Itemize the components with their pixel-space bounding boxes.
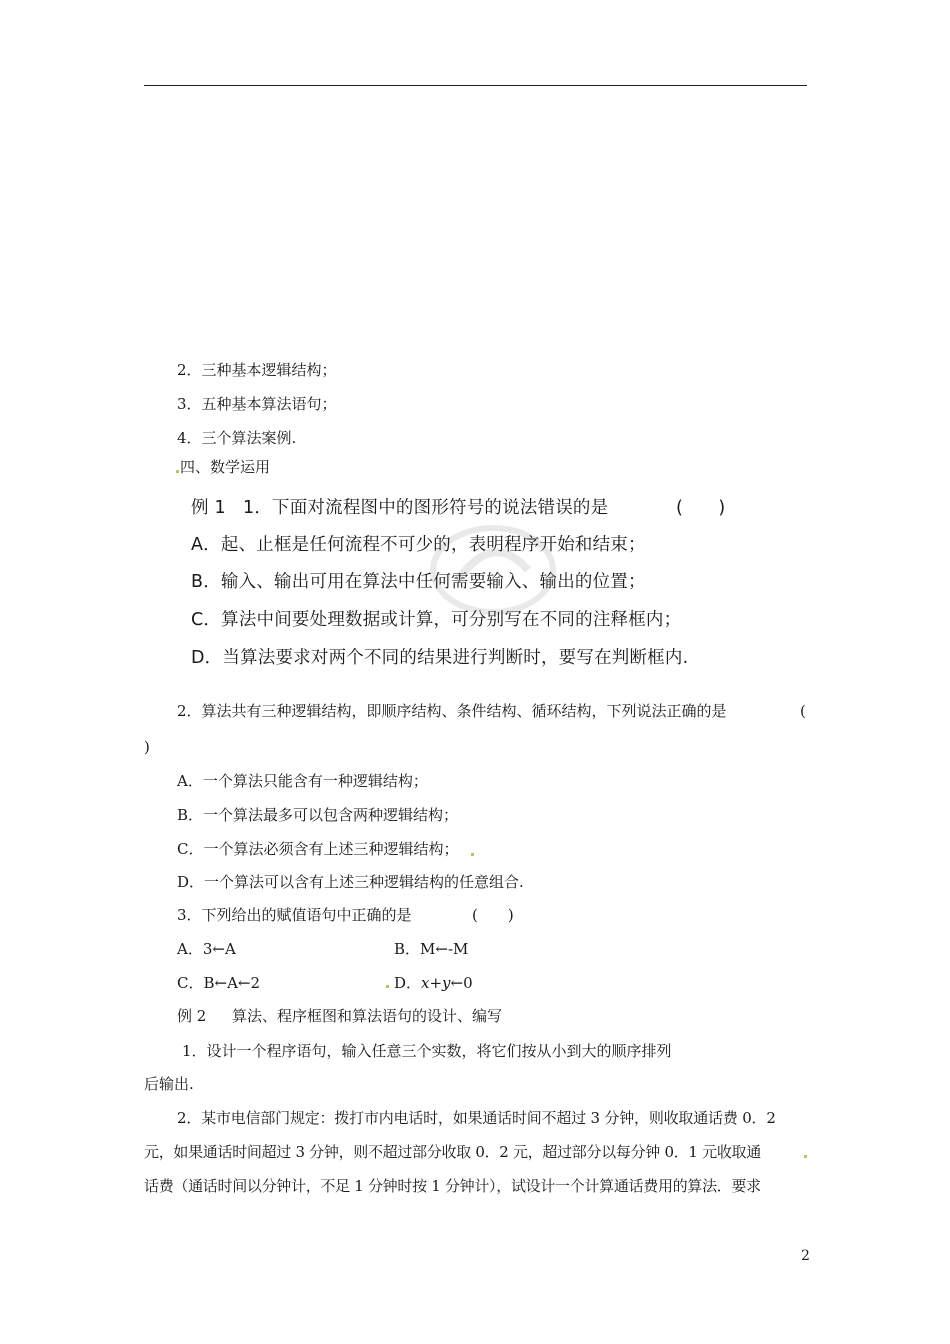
q3-option-d-expr: x+y bbox=[421, 974, 451, 992]
recap-item-3: 3．五种基本算法语句； bbox=[177, 395, 337, 413]
example2-p1-line2: 后输出. bbox=[144, 1075, 194, 1093]
example1-option-d: D．当算法要求对两个不同的结果进行判断时，要写在判断框内. bbox=[191, 648, 689, 668]
example2-label: 例 2 bbox=[177, 1007, 207, 1025]
q3-option-d-prefix: D． bbox=[394, 974, 422, 992]
recap-item-2: 2．三种基本逻辑结构； bbox=[177, 361, 337, 379]
recap-item-4: 4．三个算法案例. bbox=[177, 429, 297, 447]
edit-mark bbox=[804, 1155, 807, 1158]
section-title: 四、数学运用 bbox=[180, 458, 271, 476]
example1-bracket: ( ) bbox=[676, 498, 726, 518]
example2-p2-line3: 话费（通话时间以分钟计，不足 1 分钟时按 1 分钟计），试设计一个计算通话费用的算法．要求 bbox=[144, 1177, 761, 1195]
q2-bracket-close: ) bbox=[144, 738, 150, 756]
example1-option-a: A．起、止框是任何流程不可少的，表明程序开始和结束； bbox=[191, 535, 646, 555]
page-number: 2 bbox=[801, 1248, 810, 1264]
header-rule bbox=[144, 85, 807, 86]
q3-option-b: B．M←-M bbox=[394, 940, 469, 958]
q3-bracket: ( ) bbox=[472, 906, 514, 924]
q3-option-c: C．B←A←2 bbox=[177, 974, 261, 992]
q3-text: 3．下列给出的赋值语句中正确的是 bbox=[177, 906, 412, 924]
example1-question: 1．下面对流程图中的图形符号的说法错误的是 bbox=[243, 498, 609, 518]
example2-p2-line2: 元，如果通话时间超过 3 分钟，则不超过部分收取 0．2 元，超过部分以每分钟 0．1 元收取通 bbox=[144, 1143, 761, 1161]
watermark-logo bbox=[418, 510, 568, 630]
example2-p1-line1: 1．设计一个程序语句，输入任意三个实数，将它们按从小到大的顺序排列 bbox=[182, 1042, 672, 1060]
q2-bracket-open: ( bbox=[800, 702, 806, 720]
q3-option-d bbox=[394, 973, 473, 993]
example2-title: 算法、程序框图和算法语句的设计、编写 bbox=[232, 1007, 503, 1025]
example1-option-c: C．算法中间要处理数据或计算，可分别写在不同的注释框内； bbox=[191, 610, 682, 630]
edit-mark bbox=[471, 853, 474, 856]
q3-option-a: A．3←A bbox=[177, 940, 236, 958]
q2-text: 2．算法共有三种逻辑结构，即顺序结构、条件结构、循环结构，下列说法正确的是 bbox=[177, 702, 727, 720]
edit-mark bbox=[386, 985, 389, 988]
q2-option-a: A．一个算法只能含有一种逻辑结构； bbox=[177, 772, 428, 790]
edit-mark bbox=[176, 470, 179, 473]
example1-option-b: B．输入、输出可用在算法中任何需要输入、输出的位置； bbox=[191, 572, 646, 592]
example2-p2-line1: 2．某市电信部门规定：拨打市内电话时，如果通话时间不超过 3 分钟，则收取通话费 0．2 bbox=[177, 1109, 776, 1127]
q3-option-d-suffix: ←0 bbox=[450, 974, 473, 992]
example1-label: 例 1 bbox=[191, 498, 226, 518]
q2-option-c: C．一个算法必须含有上述三种逻辑结构； bbox=[177, 840, 459, 858]
q2-option-b: B．一个算法最多可以包含两种逻辑结构； bbox=[177, 806, 459, 824]
q2-option-d: D．一个算法可以含有上述三种逻辑结构的任意组合. bbox=[177, 873, 524, 891]
